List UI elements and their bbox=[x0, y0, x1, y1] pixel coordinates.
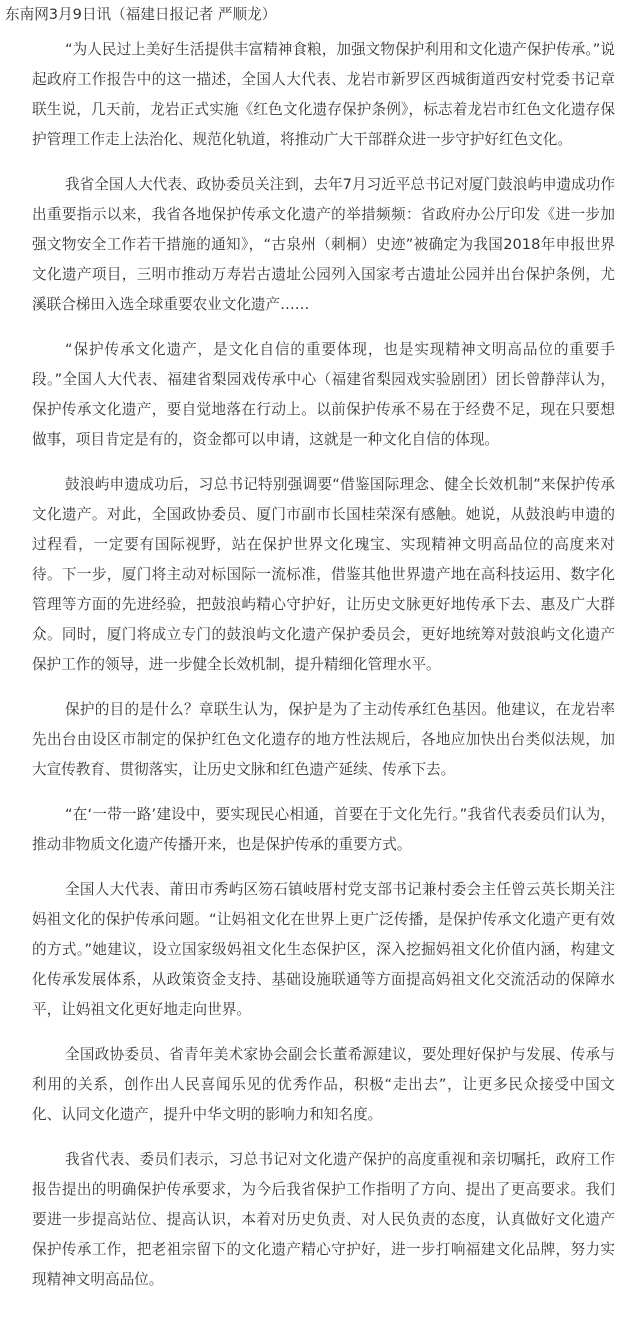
paragraph-7: 全国人大代表、莆田市秀屿区笏石镇岐厝村党支部书记兼村委会主任曾云英长期关注妈祖文化的保护传承问题。“让妈祖文化在世界上更广泛传播，是保护传承文化遗产更有效的方式。”她建议，设立国家级妈祖文化生态保护区，深入挖掘妈祖文化价值内涵，构建文化传承发展体系，从政策资金支持、基础设施联通等方面提高妈祖文化交流活动的保障水平，让妈祖文化更好地走向世界。 bbox=[32, 881, 615, 1018]
paragraph-8: 全国政协委员、省青年美术家协会副会长董希源建议，要处理好保护与发展、传承与利用的关系，创作出人民喜闻乐见的优秀作品，积极“走出去”，让更多民众接受中国文化、认同文化遗产，提升中华文明的影响力和知名度。 bbox=[32, 1046, 615, 1123]
paragraph-5: 保护的目的是什么？章联生认为，保护是为了主动传承红色基因。他建议，在龙岩率先出台由设区市制定的保护红色文化遗存的地方性法规后，各地应加快出台类似法规，加大宣传教育、贯彻落实，让历史文脉和红色遗产延续、传承下去。 bbox=[32, 701, 615, 778]
paragraph-9: 我省代表、委员们表示，习总书记对文化遗产保护的高度重视和亲切嘱托，政府工作报告提出的明确保护传承要求，为今后我省保护工作指明了方向、提出了更高要求。我们要进一步提高站位、提高认识，本着对历史负责、对人民负责的态度，认真做好文化遗产保护传承工作，把老祖宗留下的文化遗产精心守护好，进一步打响福建文化品牌，努力实现精神文明高品位。 bbox=[32, 1151, 615, 1288]
paragraph-2: 我省全国人大代表、政协委员关注到，去年7月习近平总书记对厦门鼓浪屿申遗成功作出重要指示以来，我省各地保护传承文化遗产的举措频频：省政府办公厅印发《进一步加强文物安全工作若干措施的通知》，“古泉州（刺桐）史迹”被确定为我国2018年申报世界文化遗产项目，三明市推动万寿岩古遗址公园列入国家考古遗址公园并出台保护条例，尤溪联合梯田入选全球重要农业文化遗产…… bbox=[32, 176, 615, 313]
paragraph-1: “为人民过上美好生活提供丰富精神食粮，加强文物保护利用和文化遗产保护传承。”说起政府工作报告中的这一描述，全国人大代表、龙岩市新罗区西城街道西安村党委书记章联生说，几天前，龙岩正式实施《红色文化遗存保护条例》，标志着龙岩市红色文化遗存保护管理工作走上法治化、规范化轨道，将推动广大干部群众进一步守护好红色文化。 bbox=[32, 41, 615, 148]
paragraph-6: “在‘一带一路’建设中，要实现民心相通，首要在于文化先行。”我省代表委员们认为，推动非物质文化遗产传播开来，也是保护传承的重要方式。 bbox=[32, 806, 615, 853]
paragraph-3: “保护传承文化遗产，是文化自信的重要体现，也是实现精神文明高品位的重要手段。”全国人大代表、福建省梨园戏传承中心（福建省梨园戏实验剧团）团长曾静萍认为，保护传承文化遗产，要自觉地落在行动上。以前保护传承不易在于经费不足，现在只要想做事，项目肯定是有的，资金都可以申请，这就是一种文化自信的体现。 bbox=[32, 341, 615, 448]
paragraph-4: 鼓浪屿申遗成功后，习总书记特别强调要“借鉴国际理念、健全长效机制”来保护传承文化遗产。对此，全国政协委员、厦门市副市长国桂荣深有感触。她说，从鼓浪屿申遗的过程看，一定要有国际视野，站在保护世界文化瑰宝、实现精神文明高品位的高度来对待。下一步，厦门将主动对标国际一流标准，借鉴其他世界遗产地在高科技运用、数字化管理等方面的先进经验，把鼓浪屿精心守护好，让历史文脉更好地传承下去、惠及广大群众。同时，厦门将成立专门的鼓浪屿文化遗产保护委员会，更好地统筹对鼓浪屿文化遗产保护工作的领导，进一步健全长效机制，提升精细化管理水平。 bbox=[32, 476, 615, 673]
dateline: 东南网3月9日讯（福建日报记者 严顺龙） bbox=[5, 6, 277, 23]
